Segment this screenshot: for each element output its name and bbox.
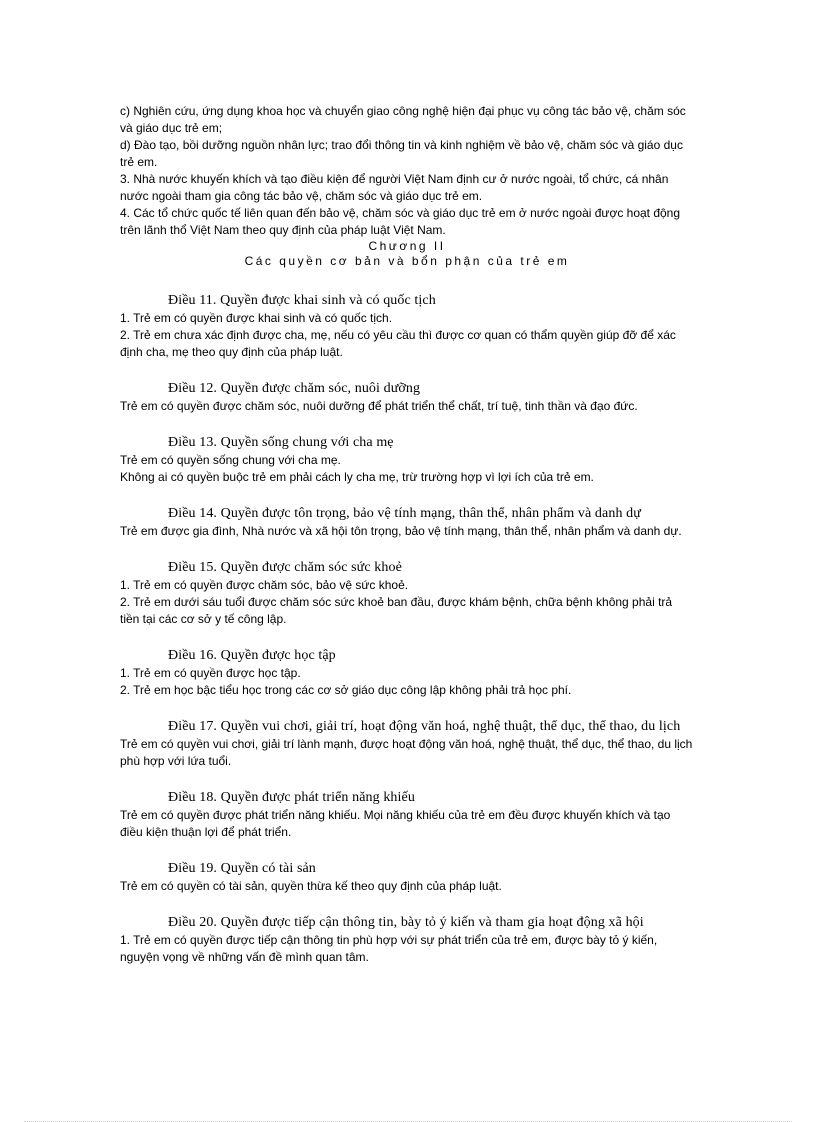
article-line: 2. Trẻ em dưới sáu tuổi được chăm sóc sức khoẻ ban đầu, được khám bệnh, chữa bệnh không phải trả tiền tại các cơ sở y tế công lập. <box>120 595 673 626</box>
article-line: Không ai có quyền buộc trẻ em phải cách ly cha mẹ, trừ trường hợp vì lợi ích của trẻ em. <box>120 470 594 484</box>
article-line: Trẻ em có quyền sống chung với cha mẹ. <box>120 453 341 467</box>
article-19 <box>120 859 694 895</box>
article-13 <box>120 433 694 486</box>
article-title: Điều 11. Quyền được khai sinh và có quốc tịch <box>168 293 436 308</box>
chapter-number: Chương II <box>368 239 446 253</box>
article-title: Điều 12. Quyền được chăm sóc, nuôi dưỡng <box>168 381 421 396</box>
intro-paragraph: 3. Nhà nước khuyến khích và tạo điều kiện để người Việt Nam định cư ở nước ngoài, tổ chức, cá nhân nước ngoài tham gia công tác bảo vệ, chăm sóc và giáo dục trẻ em. <box>120 172 669 203</box>
article-line: 1. Trẻ em có quyền được chăm sóc, bảo vệ sức khoẻ. <box>120 578 409 592</box>
article-16 <box>120 646 694 699</box>
intro-block <box>120 103 694 239</box>
article-title: Điều 13. Quyền sống chung với cha mẹ <box>168 435 394 450</box>
article-title: Điều 14. Quyền được tôn trọng, bảo vệ tính mạng, thân thể, nhân phẩm và danh dự <box>168 506 641 521</box>
article-17 <box>120 717 694 770</box>
intro-paragraph: c) Nghiên cứu, ứng dụng khoa học và chuyển giao công nghệ hiện đại phục vụ công tác bảo vệ, chăm sóc và giáo dục trẻ em; <box>120 104 686 135</box>
article-line: Trẻ em có quyền được chăm sóc, nuôi dưỡng để phát triển thể chất, trí tuệ, tinh thần và đạo đức. <box>120 399 638 413</box>
article-title: Điều 18. Quyền được phát triển năng khiếu <box>168 790 415 805</box>
article-title: Điều 19. Quyền có tài sản <box>168 861 316 876</box>
article-14 <box>120 504 694 540</box>
article-title: Điều 17. Quyền vui chơi, giải trí, hoạt động văn hoá, nghệ thuật, thể dục, thể thao, du lịch <box>168 719 681 734</box>
intro-paragraph: 4. Các tổ chức quốc tế liên quan đến bảo vệ, chăm sóc và giáo dục trẻ em ở nước ngoài được hoạt động trên lãnh thổ Việt Nam theo quy định của pháp luật Việt Nam. <box>120 206 681 237</box>
article-line: 1. Trẻ em có quyền được khai sinh và có quốc tịch. <box>120 311 393 325</box>
article-line: Trẻ em được gia đình, Nhà nước và xã hội tôn trọng, bảo vệ tính mạng, thân thể, nhân phẩm và danh dự. <box>120 524 682 538</box>
article-20 <box>120 913 694 966</box>
page-bottom-divider <box>24 1121 792 1122</box>
article-title: Điều 16. Quyền được học tập <box>168 648 336 663</box>
article-11 <box>120 291 694 361</box>
document-page <box>120 103 694 966</box>
article-line: 2. Trẻ em chưa xác định được cha, mẹ, nếu có yêu cầu thì được cơ quan có thẩm quyền giúp đỡ để xác định cha, mẹ theo quy định của pháp luật. <box>120 328 676 359</box>
article-18 <box>120 788 694 841</box>
article-12 <box>120 379 694 415</box>
article-line: 2. Trẻ em học bậc tiểu học trong các cơ sở giáo dục công lập không phải trả học phí. <box>120 683 572 697</box>
article-title: Điều 15. Quyền được chăm sóc sức khoẻ <box>168 560 402 575</box>
intro-paragraph: d) Đào tạo, bồi dưỡng nguồn nhân lực; trao đổi thông tin và kinh nghiệm về bảo vệ, chăm sóc và giáo dục trẻ em. <box>120 138 683 169</box>
chapter-title: Các quyền cơ bản và bổn phận của trẻ em <box>244 254 570 268</box>
article-title: Điều 20. Quyền được tiếp cận thông tin, bày tỏ ý kiến và tham gia hoạt động xã hội <box>168 915 644 930</box>
article-line: Trẻ em có quyền được phát triển năng khiếu. Mọi năng khiếu của trẻ em đều được khuyến khích và tạo điều kiện thuận lợi để phát triển. <box>120 808 671 839</box>
article-line: Trẻ em có quyền vui chơi, giải trí lành mạnh, được hoạt động văn hoá, nghệ thuật, thể dục, thể thao, du lịch phù hợp với lứa tuổi. <box>120 737 693 768</box>
article-line: Trẻ em có quyền có tài sản, quyền thừa kế theo quy định của pháp luật. <box>120 879 502 893</box>
article-15 <box>120 558 694 628</box>
article-line: 1. Trẻ em có quyền được học tập. <box>120 666 301 680</box>
article-line: 1. Trẻ em có quyền được tiếp cận thông tin phù hợp với sự phát triển của trẻ em, được bày tỏ ý kiến, nguyện vọng về những vấn đề mình quan tâm. <box>120 933 658 964</box>
